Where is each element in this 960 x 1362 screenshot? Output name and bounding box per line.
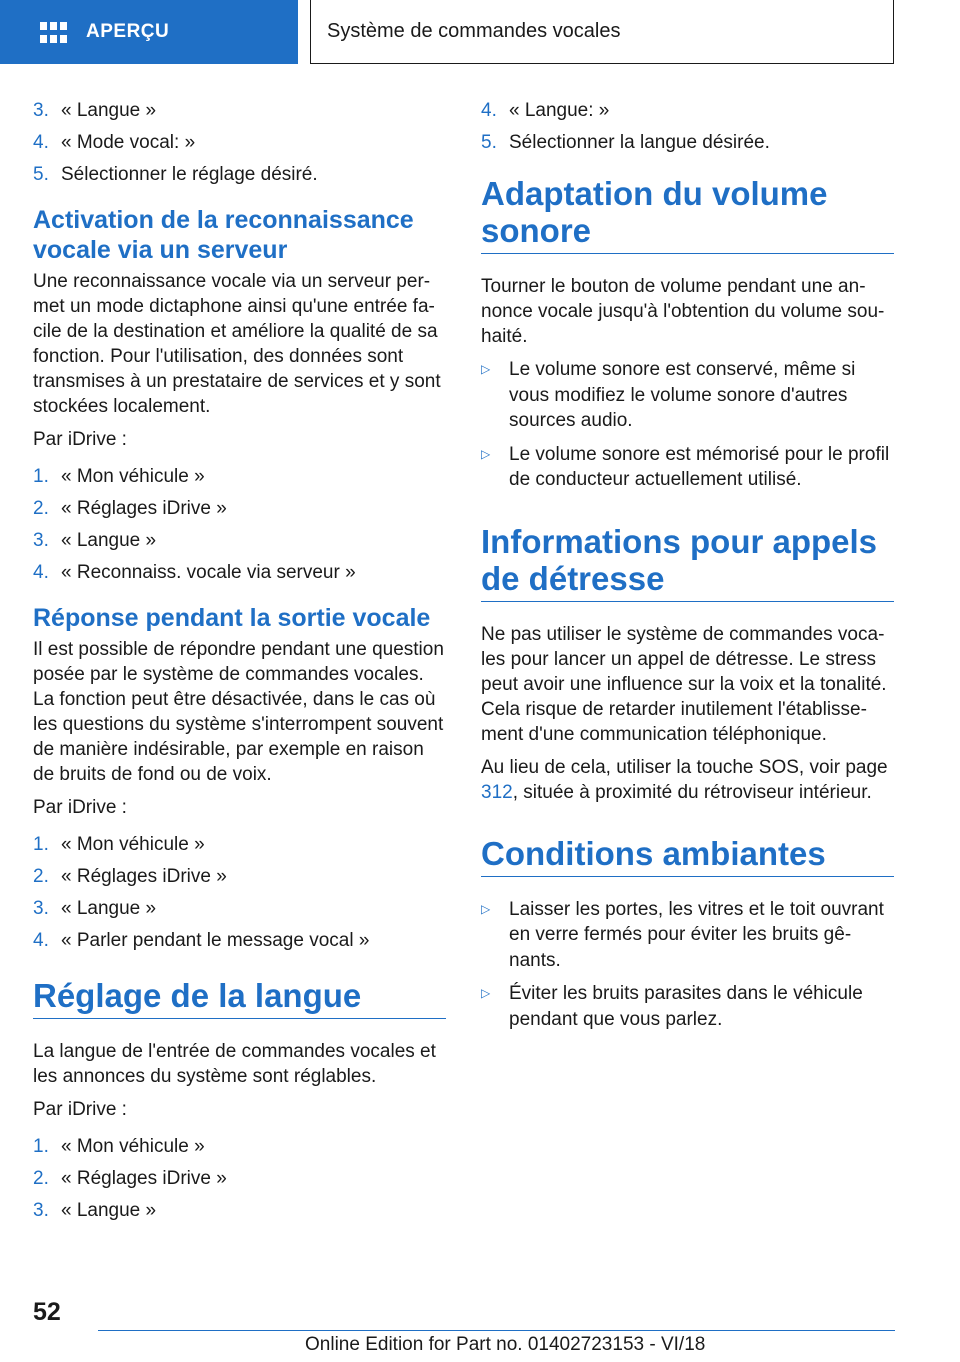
list-item: 3. « Langue »: [33, 100, 157, 121]
list-item: 2. « Réglages iDrive »: [33, 866, 227, 887]
overview-tab[interactable]: [0, 0, 298, 64]
footer-edition: Online Edition for Part no. 01402723153 - VI/18: [305, 1334, 706, 1355]
footer-divider: [98, 1330, 895, 1331]
chapter-header: [310, 0, 894, 64]
right-column: [481, 98, 894, 1040]
paragraph-par-idrive: Par iDrive :: [33, 1099, 127, 1120]
list-item: 4. « Reconnaiss. vocale via serveur »: [33, 562, 356, 583]
grid-icon: [40, 21, 66, 43]
steps-list-language: [33, 1134, 446, 1223]
steps-list-response: [33, 832, 446, 953]
heading-response: Réponse pendant la sortie vocale: [33, 604, 431, 632]
steps-list-language-cont: [481, 98, 894, 155]
triangle-bullet-icon: ▷: [481, 362, 491, 376]
list-item: 5. Sélectionner la langue désirée.: [481, 132, 770, 153]
triangle-bullet-icon: ▷: [481, 901, 491, 916]
paragraph-par-idrive: Par iDrive :: [33, 797, 127, 818]
bullets-conditions: [481, 897, 894, 1033]
bullets-volume: [481, 357, 894, 493]
chapter-title: Système de commandes vocales: [327, 20, 621, 42]
paragraph-language: La langue de l'entrée de commandes vocales et les annonces du système sont réglables.: [33, 1041, 436, 1087]
left-column: [33, 98, 446, 1230]
paragraph-volume: Tourner le bouton de volume pendant une annonce vocale jusqu'à l'obtention du volume souhaité.: [481, 276, 885, 347]
overview-tab-label: APERÇU: [86, 21, 170, 42]
list-item: 5. Sélectionner le réglage désiré.: [33, 164, 318, 185]
page-number: 52: [33, 1298, 61, 1326]
list-item: ▷ Éviter les bruits parasites dans le véhicule pendant que vous parlez.: [481, 981, 894, 1032]
paragraph-server-recognition: Une reconnaissance vocale via un serveur permet un mode dictaphone ainsi qu'une entrée facile de la destination et améliore la qualité de sa fonction. Pour l'utilisation, des données sont transmises à un prestataire de services et y sont stockées localement.: [33, 271, 441, 417]
list-item: ▷ Laisser les portes, les vitres et le toit ouvrant en verre fermés pour éviter les bruits gênants.: [481, 897, 894, 974]
list-item: 2. « Réglages iDrive »: [33, 498, 227, 519]
list-item: 4. « Parler pendant le message vocal »: [33, 930, 370, 951]
list-item: 4. « Mode vocal: »: [33, 132, 196, 153]
list-item: 4. « Langue: »: [481, 100, 610, 121]
list-item: ▷ Le volume sonore est conservé, même si vous modifiez le volume sonore d'autres sources audio.: [481, 357, 894, 434]
heading-volume: Adaptation du volume sonore: [481, 175, 894, 254]
paragraph-response: Il est possible de répondre pendant une question posée par le système de commandes vocales. La fonction peut être désactivée, dans le cas où les questions du système s'interrompent souvent de manière indésirable, par exemple en raison de bruits de fond ou de voix.: [33, 639, 444, 785]
heading-emergency: Informations pour appels de détresse: [481, 523, 894, 602]
paragraph-sos: Au lieu de cela, utiliser la touche SOS, voir page 312, située à proximité du rétroviseur intérieur.: [481, 756, 888, 803]
heading-language: Réglage de la langue: [33, 977, 446, 1019]
list-item: 1. « Mon véhicule »: [33, 834, 205, 855]
heading-server-recognition: Activation de la reconnaissance vocale via un serveur: [33, 206, 414, 264]
list-item: 3. « Langue »: [33, 898, 157, 919]
steps-list-mode: [33, 98, 446, 187]
heading-conditions: Conditions ambiantes: [481, 835, 894, 877]
page-reference-link[interactable]: 312: [481, 781, 513, 803]
paragraph-emergency: Ne pas utiliser le système de commandes vocales pour lancer un appel de détresse. Le stress peut avoir une influence sur la voix et la tonalité. Cela risque de retarder inutilement l'établissement d'une communication téléphonique.: [481, 623, 887, 745]
paragraph-par-idrive: Par iDrive :: [33, 429, 127, 450]
list-item: 1. « Mon véhicule »: [33, 466, 205, 487]
list-item: 3. « Langue »: [33, 1200, 157, 1221]
list-item: ▷ Le volume sonore est mémorisé pour le profil de conducteur actuellement utilisé.: [481, 442, 894, 493]
steps-list-server: [33, 464, 446, 585]
triangle-bullet-icon: ▷: [481, 986, 491, 1000]
list-item: 3. « Langue »: [33, 530, 157, 551]
list-item: 2. « Réglages iDrive »: [33, 1168, 227, 1189]
triangle-bullet-icon: ▷: [481, 446, 491, 461]
list-item: 1. « Mon véhicule »: [33, 1136, 205, 1157]
